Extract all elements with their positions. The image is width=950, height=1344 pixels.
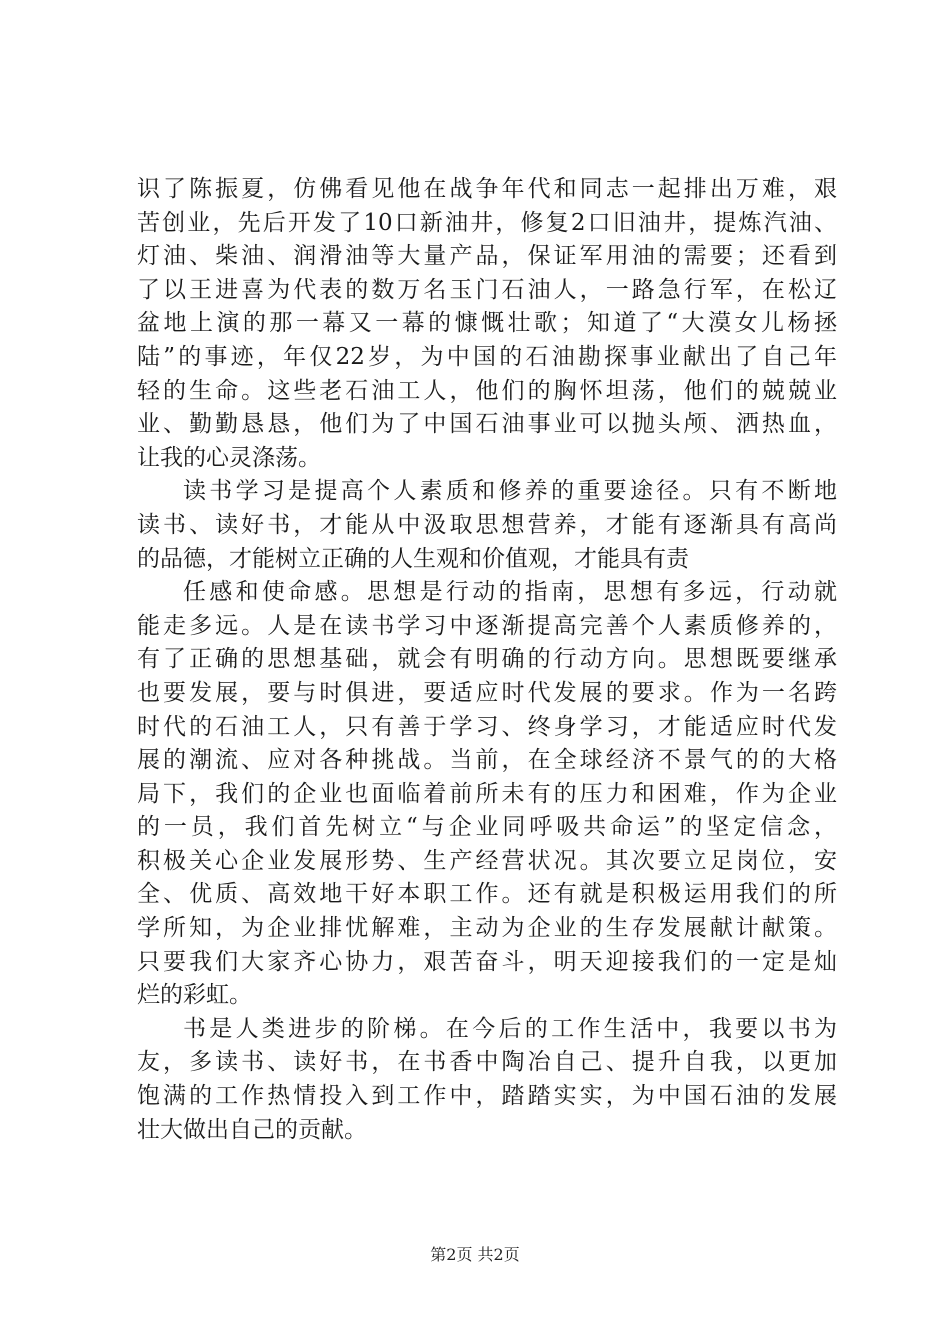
text-line: 积极关心企业发展形势、生产经营状况。其次要立足岗位，安 (137, 847, 837, 874)
text-line: 的品德，才能树立正确的人生观和价值观，才能具有责 (137, 545, 689, 572)
text-line: 学所知，为企业排忧解难，主动为企业的生存发展献计献策。 (137, 915, 837, 942)
page-number: 第2页 (430, 1245, 473, 1264)
text-line: 任感和使命感。思想是行动的指南，思想有多远，行动就 (183, 579, 837, 606)
page-footer (0, 1245, 950, 1265)
text-line: 读书、读好书，才能从中汲取思想营养，才能有逐渐具有高尚 (137, 511, 837, 538)
paragraph-4 (137, 1013, 837, 1147)
text-line: 展的潮流、应对各种挑战。当前，在全球经济不景气的的大格 (137, 747, 837, 774)
paragraph-1 (137, 173, 837, 475)
text-line: 全、优质、高效地干好本职工作。还有就是积极运用我们的所 (137, 881, 837, 908)
text-line: 时代的石油工人，只有善于学习、终身学习，才能适应时代发 (137, 713, 837, 740)
paragraph-2 (137, 475, 837, 576)
text-line: 有了正确的思想基础，就会有明确的行动方向。思想既要继承 (137, 646, 837, 673)
paragraph-3 (137, 576, 837, 1013)
text-line: 局下，我们的企业也面临着前所未有的压力和困难，作为企业 (137, 780, 837, 807)
document-body (137, 173, 837, 1147)
text-line: 也要发展，要与时俱进，要适应时代发展的要求。作为一名跨 (137, 679, 837, 706)
text-line: 了以王进喜为代表的数万名玉门石油人，一路急行军，在松辽 (137, 276, 837, 303)
text-line: 的一员，我们首先树立“与企业同呼吸共命运”的坚定信念， (137, 814, 837, 841)
text-line: 陆”的事迹，年仅22岁，为中国的石油勘探事业献出了自己年 (137, 343, 837, 370)
text-line: 读书学习是提高个人素质和修养的重要途径。只有不断地 (183, 478, 837, 505)
text-line: 轻的生命。这些老石油工人，他们的胸怀坦荡，他们的兢兢业 (137, 377, 837, 404)
text-line: 壮大做出自己的贡献。 (137, 1116, 367, 1143)
text-line: 让我的心灵涤荡。 (137, 444, 321, 471)
page-total: 共2页 (477, 1245, 520, 1264)
text-line: 书是人类进步的阶梯。在今后的工作生活中，我要以书为 (183, 1015, 837, 1042)
text-line: 饱满的工作热情投入到工作中，踏踏实实，为中国石油的发展 (137, 1083, 837, 1110)
text-line: 能走多远。人是在读书学习中逐渐提高完善个人素质修养的， (137, 612, 837, 639)
text-line: 识了陈振夏，仿佛看见他在战争年代和同志一起排出万难，艰 (137, 176, 837, 202)
text-line: 友，多读书、读好书，在书香中陶冶自己、提升自我，以更加 (137, 1049, 837, 1076)
text-line: 业、勤勤恳恳，他们为了中国石油事业可以抛头颅、洒热血， (137, 411, 837, 438)
text-line: 盆地上演的那一幕又一幕的慷慨壮歌；知道了“大漠女儿杨拯 (137, 310, 837, 337)
text-line: 只要我们大家齐心协力，艰苦奋斗，明天迎接我们的一定是灿 (137, 948, 837, 975)
text-line: 苦创业，先后开发了10口新油井，修复2口旧油井，提炼汽油、 (137, 209, 837, 236)
text-line: 烂的彩虹。 (137, 982, 252, 1009)
text-line: 灯油、柴油、润滑油等大量产品，保证军用油的需要；还看到 (137, 243, 837, 270)
